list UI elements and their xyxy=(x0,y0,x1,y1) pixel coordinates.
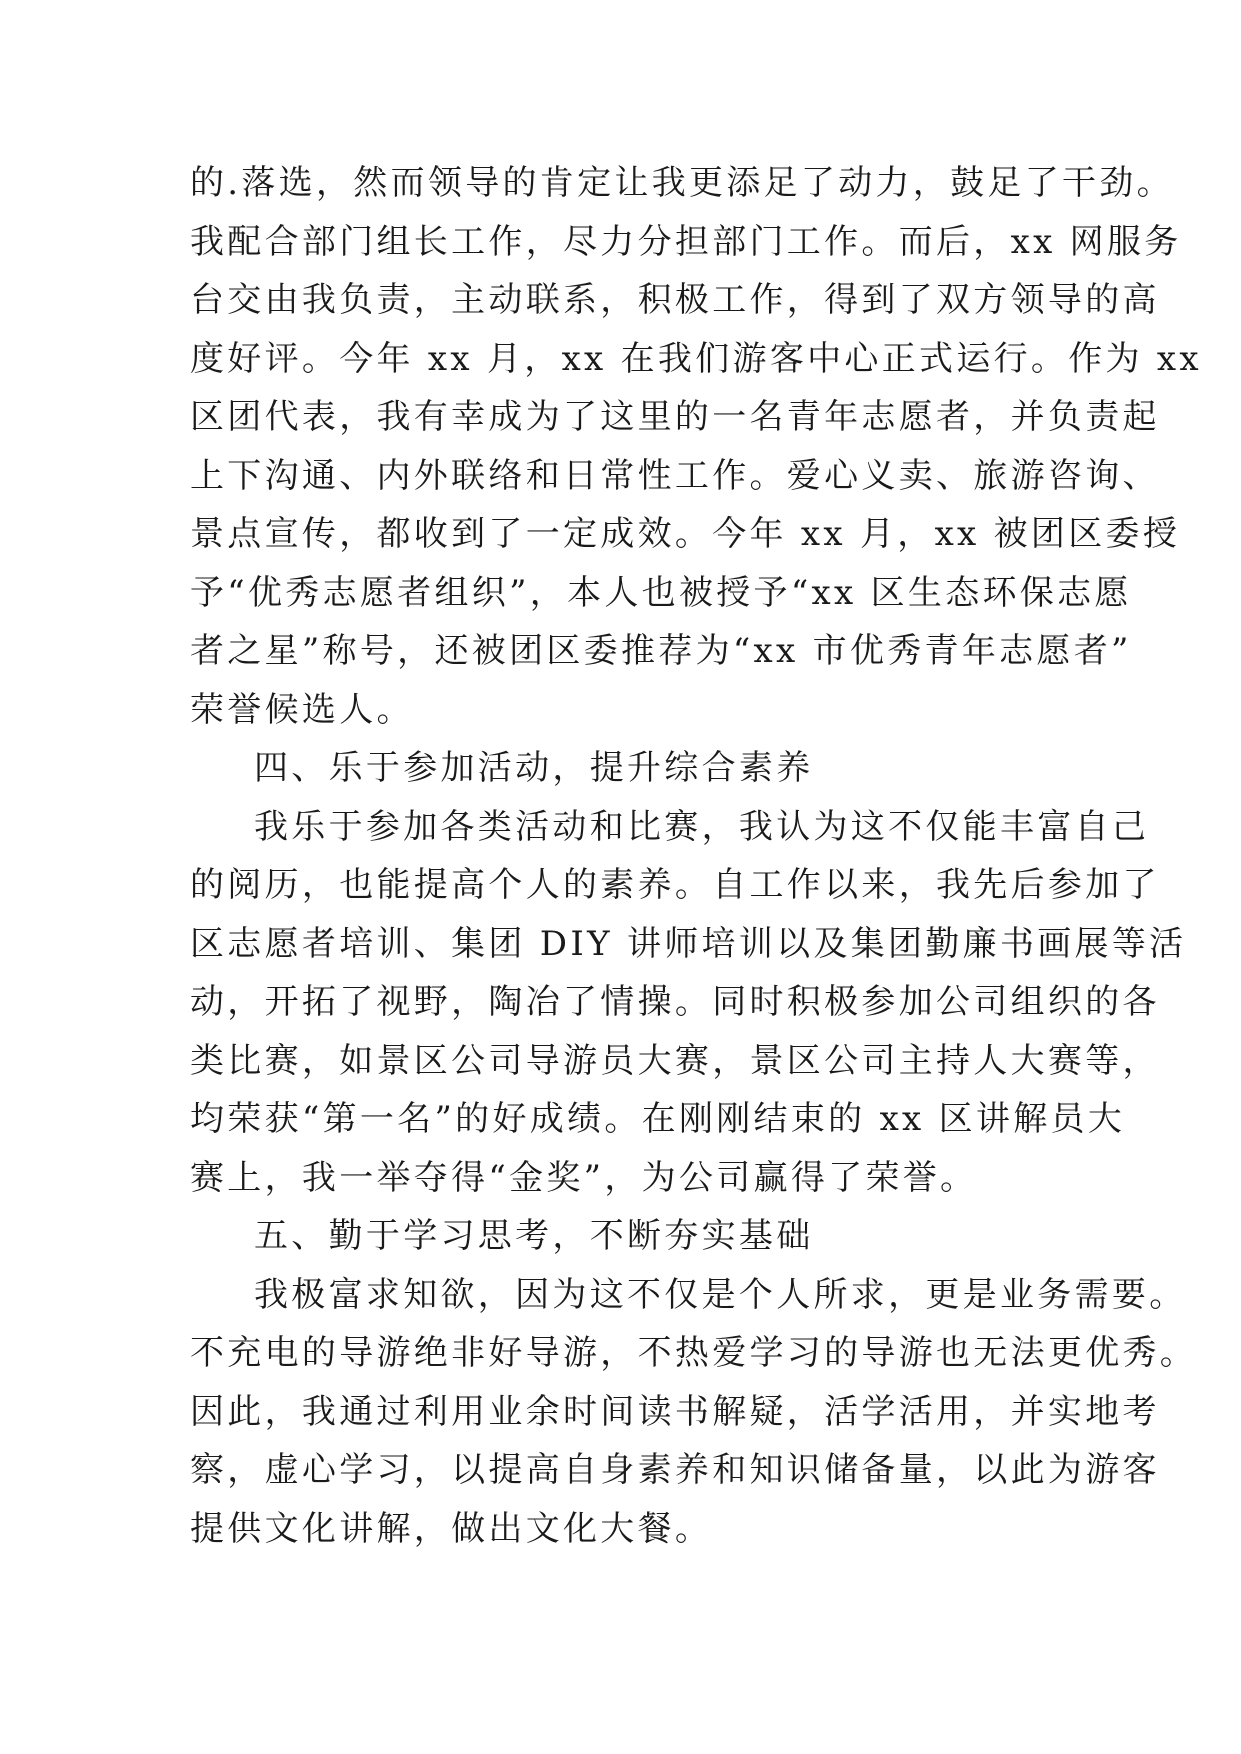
paragraph-line: 我配合部门组长工作，尽力分担部门工作。而后，xx 网服务 xyxy=(190,221,1182,262)
paragraph-line: 台交由我负责，主动联系，积极工作，得到了双方领导的高 xyxy=(190,280,1160,320)
paragraph-line: 区志愿者培训、集团 DIY 讲师培训以及集团勤廉书画展等活 xyxy=(190,923,1187,964)
paragraph-line-indented: 四、乐于参加活动，提升综合素养 xyxy=(254,748,814,788)
paragraph-line: 区团代表，我有幸成为了这里的一名青年志愿者，并负责起 xyxy=(190,397,1160,437)
paragraph-line: 察，虚心学习，以提高自身素养和知识储备量，以此为游客 xyxy=(190,1450,1160,1490)
paragraph-line: 予“优秀志愿者组织”，本人也被授予“xx 区生态环保志愿 xyxy=(190,572,1132,613)
paragraph-line: 赛上，我一举夺得“金奖”，为公司赢得了荣誉。 xyxy=(190,1157,978,1198)
paragraph-line: 不充电的导游绝非好导游，不热爱学习的导游也无法更优秀。 xyxy=(190,1333,1198,1373)
document-body xyxy=(190,154,1202,1558)
paragraph-line: 的阅历，也能提高个人的素养。自工作以来，我先后参加了 xyxy=(190,865,1160,905)
paragraph-line: 均荣获“第一名”的好成绩。在刚刚结束的 xx 区讲解员大 xyxy=(190,1099,1126,1139)
paragraph-line: 动，开拓了视野，陶冶了情操。同时积极参加公司组织的各 xyxy=(190,982,1160,1022)
paragraph-line: 因此，我通过利用业余时间读书解疑，活学活用，并实地考 xyxy=(190,1391,1160,1432)
paragraph-line: 类比赛，如景区公司导游员大赛，景区公司主持人大赛等， xyxy=(190,1040,1160,1081)
paragraph-line: 者之星”称号，还被团区委推荐为“xx 市优秀青年志愿者” xyxy=(190,631,1132,671)
paragraph-line: 荣誉候选人。 xyxy=(190,689,414,730)
paragraph-line: 提供文化讲解，做出文化大餐。 xyxy=(190,1508,713,1549)
paragraph-line-indented: 我乐于参加各类活动和比赛，我认为这不仅能丰富自己 xyxy=(254,806,1150,847)
paragraph-line: 的.落选，然而领导的肯定让我更添足了动力，鼓足了干劲。 xyxy=(190,163,1174,203)
paragraph-line: 上下沟通、内外联络和日常性工作。爱心义卖、旅游咨询、 xyxy=(190,455,1160,496)
paragraph-line: 度好评。今年 xx 月，xx 在我们游客中心正式运行。作为 xx xyxy=(190,338,1202,379)
paragraph-line-indented: 我极富求知欲，因为这不仅是个人所求，更是业务需要。 xyxy=(254,1274,1187,1315)
paragraph-line-indented: 五、勤于学习思考，不断夯实基础 xyxy=(254,1216,814,1256)
paragraph-line: 景点宣传，都收到了一定成效。今年 xx 月，xx 被团区委授 xyxy=(190,514,1181,554)
